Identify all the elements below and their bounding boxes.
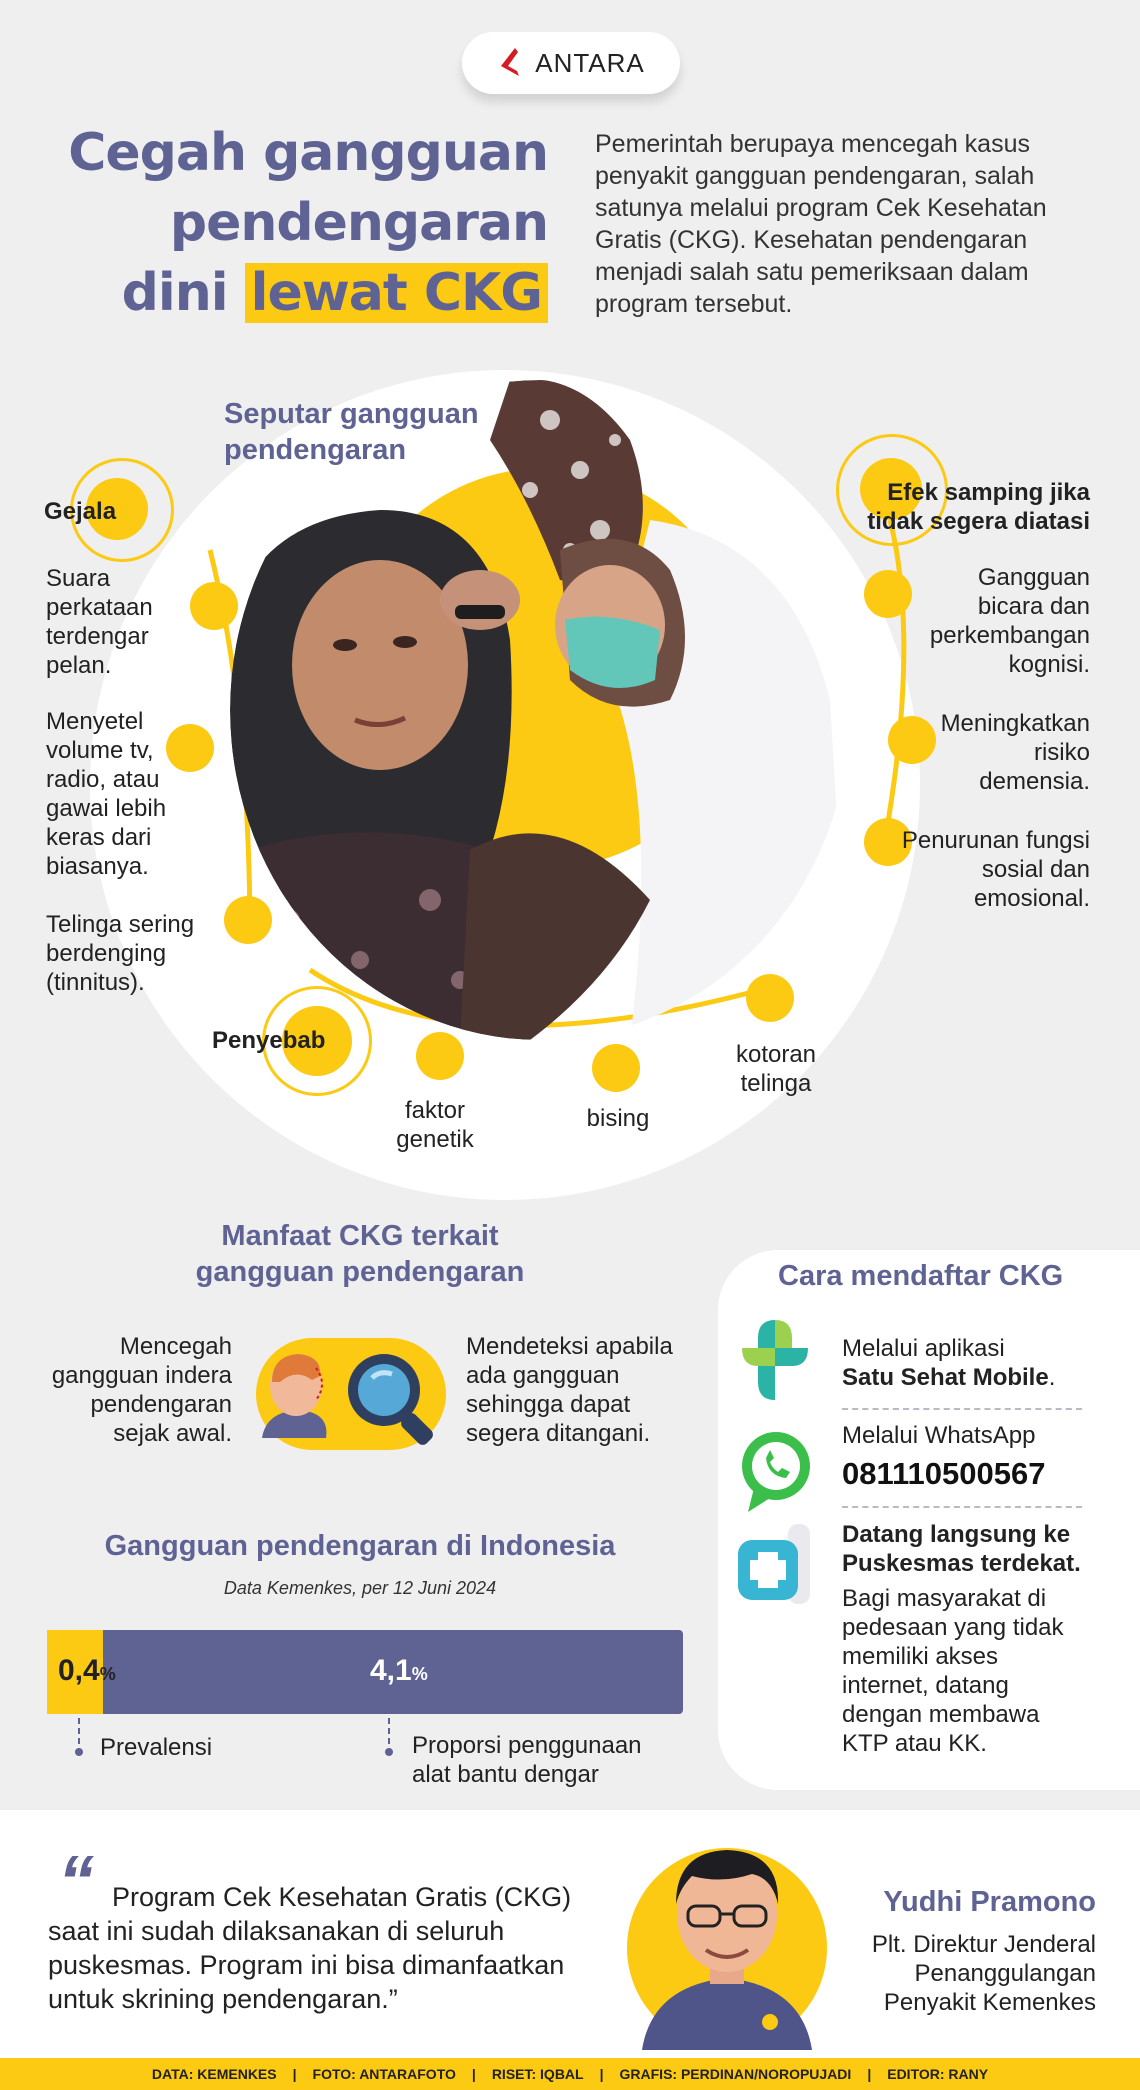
quote-role: Plt. Direktur Jenderal Penanggulangan Penyakit Kemenkes: [871, 1931, 1096, 2016]
gejala-item-3: Telinga sering berdenging (tinnitus).: [46, 911, 195, 996]
quote-mark-icon: “: [58, 1842, 94, 1922]
credits-footer: DATA: KEMENKES | FOTO: ANTARAFOTO | RISET: IQBAL | GRAFIS: PERDINAN/NOROPUJADI | EDITOR: RANY: [0, 2058, 1140, 2090]
logo-text: ANTARA: [535, 47, 645, 78]
prevalensi-value: 0,4%: [58, 1654, 116, 1687]
penyebab-label: Penyebab: [212, 1027, 326, 1054]
divider-2: [842, 1506, 1082, 1508]
efek-dot-1: [864, 570, 912, 618]
seputar-title: Seputar gangguan pendengaran: [224, 398, 479, 466]
daftar-title: Cara mendaftar CKG: [778, 1260, 1064, 1292]
daftar-app: Melalui aplikasi Satu Sehat Mobile.: [842, 1335, 1056, 1391]
stats-title: Gangguan pendengaran di Indonesia: [104, 1530, 616, 1562]
quote-text: Program Cek Kesehatan Gratis (CKG) saat ini sudah dilaksanakan di seluruh puskesmas. Program ini bisa dimanfaatkan untuk skrining pendengaran.”: [48, 1882, 572, 2014]
intro-paragraph: Pemerintah berupaya mencegah kasus penyakit gangguan pendengaran, salah satunya melalui program Cek Kesehatan Gratis (CKG). Kesehatan pendengaran menjadi salah satu pemeriksaan dalam program tersebut.: [595, 130, 1047, 318]
divider-1: [842, 1408, 1082, 1410]
penyebab-dot-1: [416, 1032, 464, 1080]
proporsi-label: Proporsi penggunaan alat bantu dengar: [412, 1732, 642, 1788]
manfaat-right: Mendeteksi apabila ada gangguan sehingga dapat segera ditangani.: [466, 1333, 673, 1447]
page-title: Cegah gangguan pendengaran dini lewat CKG: [68, 123, 548, 323]
daftar-visit: Datang langsung ke Puskesmas terdekat.: [842, 1521, 1081, 1577]
gejala-item-2: Menyetel volume tv, radio, atau gawai lebih keras dari biasanya.: [46, 708, 167, 880]
hearing-check-photo: [230, 380, 850, 1040]
manfaat-left: Mencegah gangguan indera pendengaran sejak awal.: [51, 1333, 232, 1447]
prevalensi-label: Prevalensi: [100, 1734, 213, 1761]
penyebab-dot-2: [592, 1044, 640, 1092]
satusehat-app-icon: [736, 1314, 814, 1406]
antara-logo-icon: [497, 46, 527, 80]
gejala-label: Gejala: [44, 498, 117, 525]
efek-item-2: Meningkatkan risiko demensia.: [940, 710, 1090, 795]
efek-item-1: Gangguan bicara dan perkembangan kognisi.: [929, 564, 1090, 678]
penyebab-dot-3: [746, 974, 794, 1022]
efek-label: Efek samping jika tidak segera diatasi: [867, 479, 1090, 535]
stats-subtitle: Data Kemenkes, per 12 Juni 2024: [223, 1578, 497, 1598]
proporsi-value: 4,1%: [370, 1654, 428, 1687]
manfaat-title: Manfaat CKG terkait gangguan pendengaran: [195, 1220, 525, 1288]
daftar-visit-desc: Bagi masyarakat di pedesaan yang tidak memiliki akses internet, datang dengan membawa KTP atau KK.: [842, 1585, 1064, 1757]
gejala-dot-3: [224, 896, 272, 944]
prevalensi-pointer-dot: [75, 1748, 83, 1756]
gejala-dot-1: [190, 582, 238, 630]
health-clinic-icon: [734, 1520, 818, 1616]
antara-logo: [462, 32, 680, 94]
gejala-item-1: Suara perkataan terdengar pelan.: [46, 565, 153, 679]
daftar-wa-label: Melalui WhatsApp: [842, 1422, 1036, 1449]
quote-name: Yudhi Pramono: [883, 1886, 1096, 1918]
penyebab-item-1: faktor genetik: [396, 1097, 474, 1153]
official-portrait: [622, 1818, 832, 2050]
title-highlight: lewat CKG: [245, 263, 548, 323]
proporsi-pointer-dot: [385, 1748, 393, 1756]
penyebab-item-3: kotoran telinga: [735, 1041, 817, 1097]
whatsapp-icon: [736, 1422, 814, 1518]
daftar-wa-number: 081110500567: [842, 1456, 1046, 1491]
magnifier-icon: [336, 1342, 446, 1446]
penyebab-item-2: bising: [586, 1105, 650, 1132]
efek-item-3: Penurunan fungsi sosial dan emosional.: [901, 827, 1090, 912]
